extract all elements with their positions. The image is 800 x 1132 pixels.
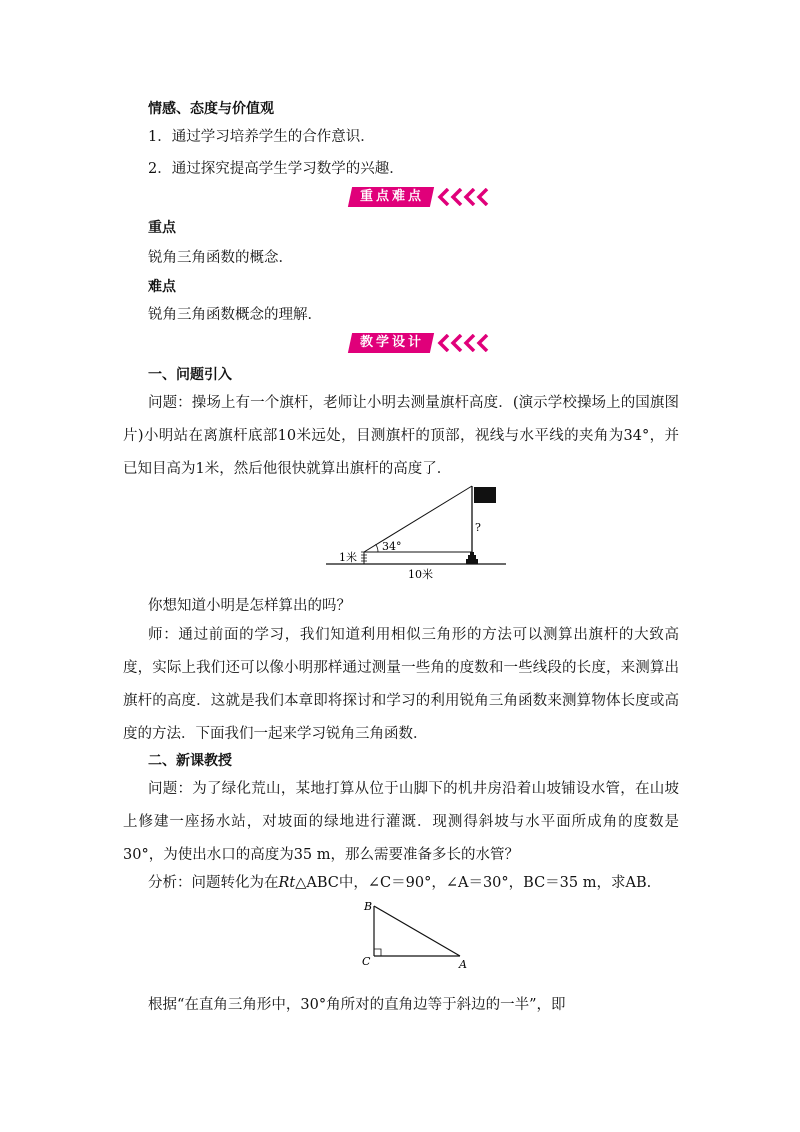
part2-conclusion: 根据“在直角三角形中，30°角所对的直角边等于斜边的一半”，即 [148,997,566,1013]
part2-heading: 二、新课教授 [148,753,232,769]
eye-height-label: 1米 [339,551,357,564]
unknown-height-label: ? [475,521,481,534]
banner-label-box [348,333,434,353]
sight-line [364,486,472,552]
analysis-rt: Rt [278,875,296,891]
banner-label: 重点难点 [360,189,425,204]
chevrons-left-icon [436,188,490,206]
vertex-b-label: B [364,900,373,913]
right-triangle-figure [358,898,478,974]
vertex-a-label: A [459,958,467,971]
key-text: 锐角三角函数的概念． [148,250,293,266]
attitude-item-1: 1．通过学习培养学生的合作意识． [148,129,375,145]
flagpole-base [466,552,478,564]
part2-analysis [148,873,651,893]
angle-label: 34° [382,540,402,553]
angle-arc [376,544,378,552]
attitude-heading: 情感、态度与价值观 [148,101,274,117]
part1-heading: 一、问题引入 [148,367,232,383]
teaching-design-banner [350,333,490,353]
distance-label: 10米 [408,568,433,581]
banner-label: 教学设计 [360,335,425,350]
part1-question: 你想知道小明是怎样算出的吗？ [148,598,351,614]
difficulty-text: 锐角三角函数概念的理解． [148,307,322,323]
analysis-suffix: △ABC中，∠C＝90°，∠A＝30°，BC＝35 m，求AB. [295,875,652,891]
part1-teacher: 师：通过前面的学习，我们知道利用相似三角形的方法可以测算出旗杆的大致高度，实际上我们还可以像小明那样通过测量一些角的度数和一些线段的长度，来测算出旗杆的高度．这就是我们本章即将探讨和学习的利用锐角三角函数来测算物体长度或高度的方法．下面我们一起来学习锐角三角函数． [123,627,679,742]
flagpole-figure [320,482,510,582]
difficulty-heading: 难点 [148,279,176,295]
banner-label-box [348,187,434,207]
key-heading: 重点 [148,220,176,236]
chevrons-left-icon [436,334,490,352]
side-ab [374,906,460,956]
part2-problem: 问题：为了绿化荒山，某地打算从位于山脚下的机井房沿着山坡铺设水管，在山坡上修建一座扬水站，对坡面的绿地进行灌溉．现测得斜坡与水平面所成角的度数是30°，为使出水口的高度为35 m，那么需要准备多长的水管？ [123,781,679,863]
part1-problem: 问题：操场上有一个旗杆，老师让小明去测量旗杆高度．(演示学校操场上的国旗图片)小明站在离旗杆底部10米远处，目测旗杆的顶部，视线与水平线的夹角为34°，并已知目高为1米，然后他很快就算出旗杆的高度了． [123,395,679,477]
key-difficulty-banner [350,187,490,207]
vertex-c-label: C [362,955,371,968]
attitude-item-2: 2．通过探究提高学生学习数学的兴趣． [148,161,404,177]
analysis-prefix: 分析：问题转化为在 [148,875,279,891]
right-angle-mark [374,949,381,956]
flag-icon [474,487,496,503]
